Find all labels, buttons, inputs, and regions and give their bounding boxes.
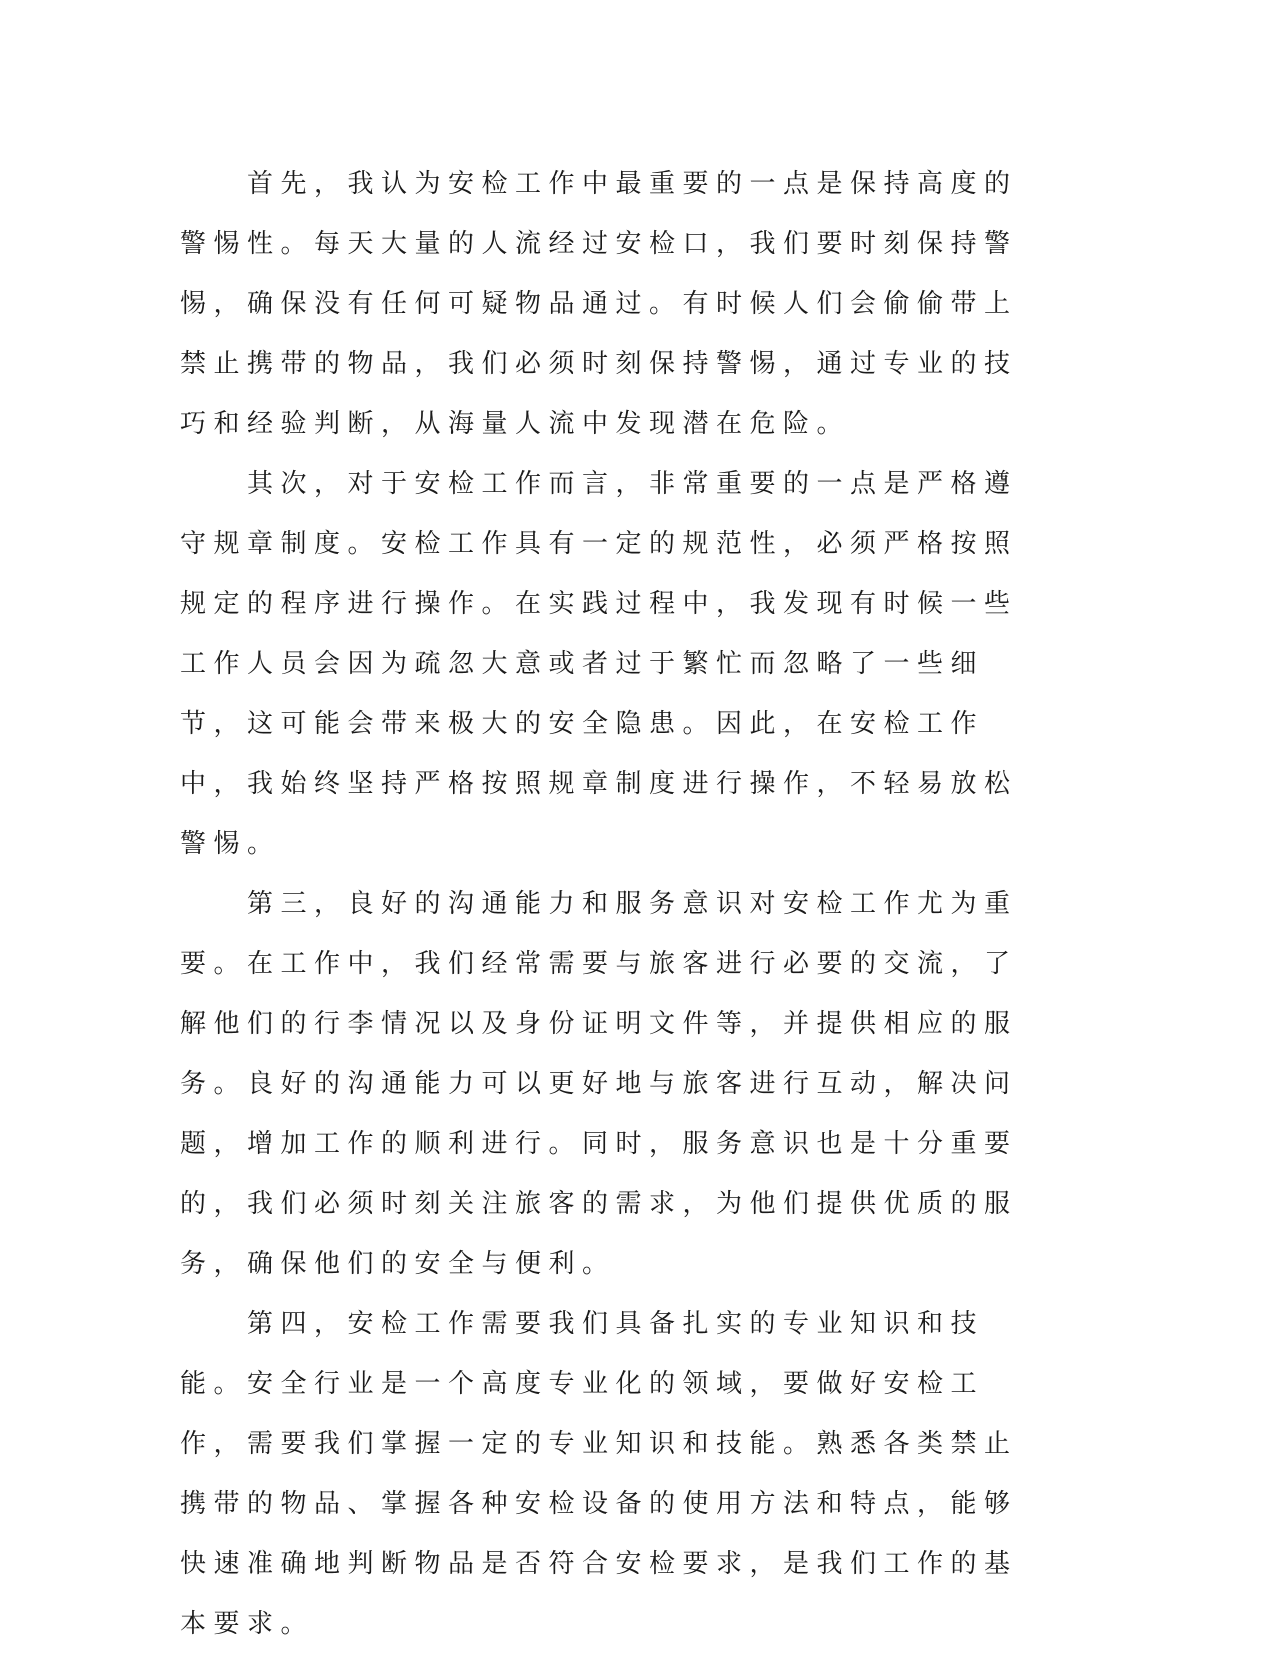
line: 繁忙而忽略了一些细节，这可能会带来极大的安全隐患。因此，在安	[180, 649, 985, 739]
paragraph-3	[180, 874, 1030, 1294]
line: 天大量的人流经过安检口，我们要时刻保持警惕，确保没有任何可疑	[180, 229, 1018, 319]
line: 检工作中，我始终坚持严格按照规章制度进行操作，不轻易放松警惕	[180, 709, 1018, 859]
line: 物品通过。有时候人们会偷偷带上禁止携带的物品，我们必须时刻保	[180, 289, 1018, 379]
line: 方法和特点，能够快速准确地判断物品是否符合安检要求，是我们工	[180, 1489, 1018, 1579]
line: 是一个高度专业化的领域，要做好安检工作，需要我们掌握一定的专	[180, 1369, 985, 1459]
line: 持警惕，通过专业的技巧和经验判断，从海量人流中发现潜在危险。	[180, 349, 1018, 439]
line: 。安检工作具有一定的规范性，必须严格按照规定的程序进行操作。	[180, 529, 1018, 619]
paragraph-4	[180, 1294, 1030, 1654]
line: 中，我们经常需要与旅客进行必要的交流，了解他们的行李情况以及	[180, 949, 1018, 1039]
line: 首先，我认为安检工作中最重要的一点是保持高度的警惕性。每	[180, 169, 1018, 259]
line: 第三，良好的沟通能力和服务意识对安检工作尤为重要。在工作	[180, 889, 1018, 979]
line: 其次，对于安检工作而言，非常重要的一点是严格遵守规章制度	[180, 469, 1018, 559]
paragraph-1	[180, 154, 1030, 454]
line: 作的基本要求。	[180, 1549, 1018, 1639]
line: 是十分重要的，我们必须时刻关注旅客的需求，为他们提供优质的服	[180, 1129, 1018, 1219]
line: 旅客进行互动，解决问题，增加工作的顺利进行。同时，服务意识也	[180, 1069, 1018, 1159]
paragraph-2	[180, 454, 1030, 874]
line: 身份证明文件等，并提供相应的服务。良好的沟通能力可以更好地与	[180, 1009, 1018, 1099]
document-body	[180, 154, 1030, 1654]
line: 在实践过程中，我发现有时候一些工作人员会因为疏忽大意或者过于	[180, 589, 1018, 679]
line: 务，确保他们的安全与便利。	[180, 1249, 616, 1279]
line: 第四，安检工作需要我们具备扎实的专业知识和技能。安全行业	[180, 1309, 985, 1399]
line: 。	[247, 829, 281, 859]
line: 业知识和技能。熟悉各类禁止携带的物品、掌握各种安检设备的使用	[180, 1429, 1018, 1519]
